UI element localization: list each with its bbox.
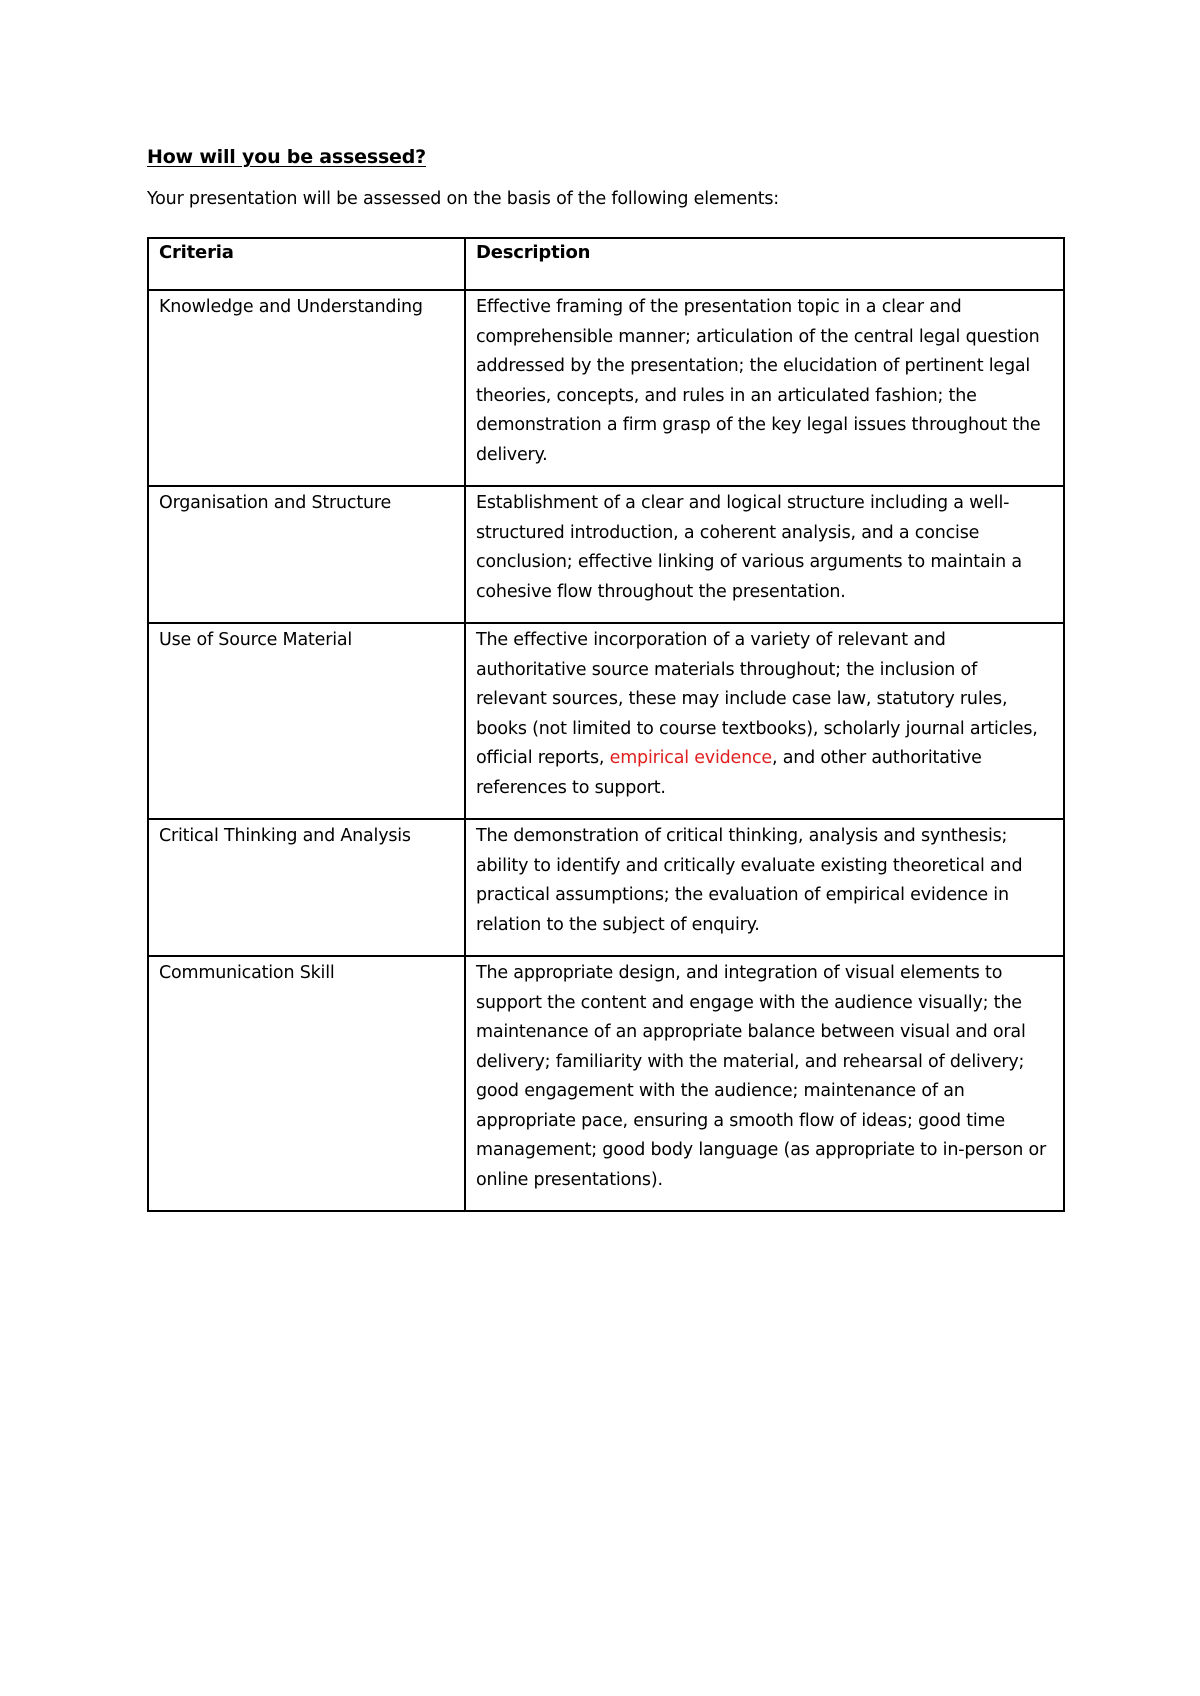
description-cell: The appropriate design, and integration of visual elements to support the content and engage with the audience visually; the maintenance of an appropriate balance between visual and oral delivery; familiarity with the material, and rehearsal of delivery; good engagement with the audience; maintenance of an appropriate pace, ensuring a smooth flow of ideas; good time management; good body language (as appropriate to in-person or online presentations). [465, 956, 1064, 1211]
criterion-cell: Critical Thinking and Analysis [148, 819, 465, 956]
criterion-cell: Organisation and Structure [148, 486, 465, 623]
column-header-description: Description [465, 238, 1064, 290]
table-row [148, 290, 1064, 486]
criterion-cell: Use of Source Material [148, 623, 465, 819]
document-body [147, 146, 1062, 1190]
highlighted-text: empirical evidence [609, 748, 772, 768]
table-row [148, 623, 1064, 819]
table-header-row [148, 238, 1064, 290]
description-text: , and other authoritative references to support. [476, 748, 982, 798]
description-cell: Establishment of a clear and logical structure including a well-structured introduction, a coherent analysis, and a concise conclusion; effective linking of various arguments to maintain a cohesive flow throughout the presentation. [465, 486, 1064, 623]
table-row [148, 956, 1064, 1211]
description-cell [465, 623, 1064, 819]
assessment-table [147, 237, 1065, 1212]
table-row [148, 819, 1064, 956]
description-cell: Effective framing of the presentation topic in a clear and comprehensible manner; articulation of the central legal question addressed by the presentation; the elucidation of pertinent legal theories, concepts, and rules in an articulated fashion; the demonstration a firm grasp of the key legal issues throughout the delivery. [465, 290, 1064, 486]
table-row [148, 486, 1064, 623]
description-text: The effective incorporation of a variety of relevant and authoritative source materials throughout; the inclusion of relevant sources, these may include case law, statutory rules, books (not limited to course textbooks), scholarly journal articles, official reports, [476, 630, 1038, 768]
criterion-cell: Communication Skill [148, 956, 465, 1211]
section-heading: How will you be assessed? [147, 146, 426, 168]
criterion-cell: Knowledge and Understanding [148, 290, 465, 486]
description-cell: The demonstration of critical thinking, analysis and synthesis; ability to identify and critically evaluate existing theoretical and practical assumptions; the evaluation of empirical evidence in relation to the subject of enquiry. [465, 819, 1064, 956]
column-header-criteria: Criteria [148, 238, 465, 290]
intro-text: Your presentation will be assessed on the basis of the following elements: [147, 189, 780, 209]
